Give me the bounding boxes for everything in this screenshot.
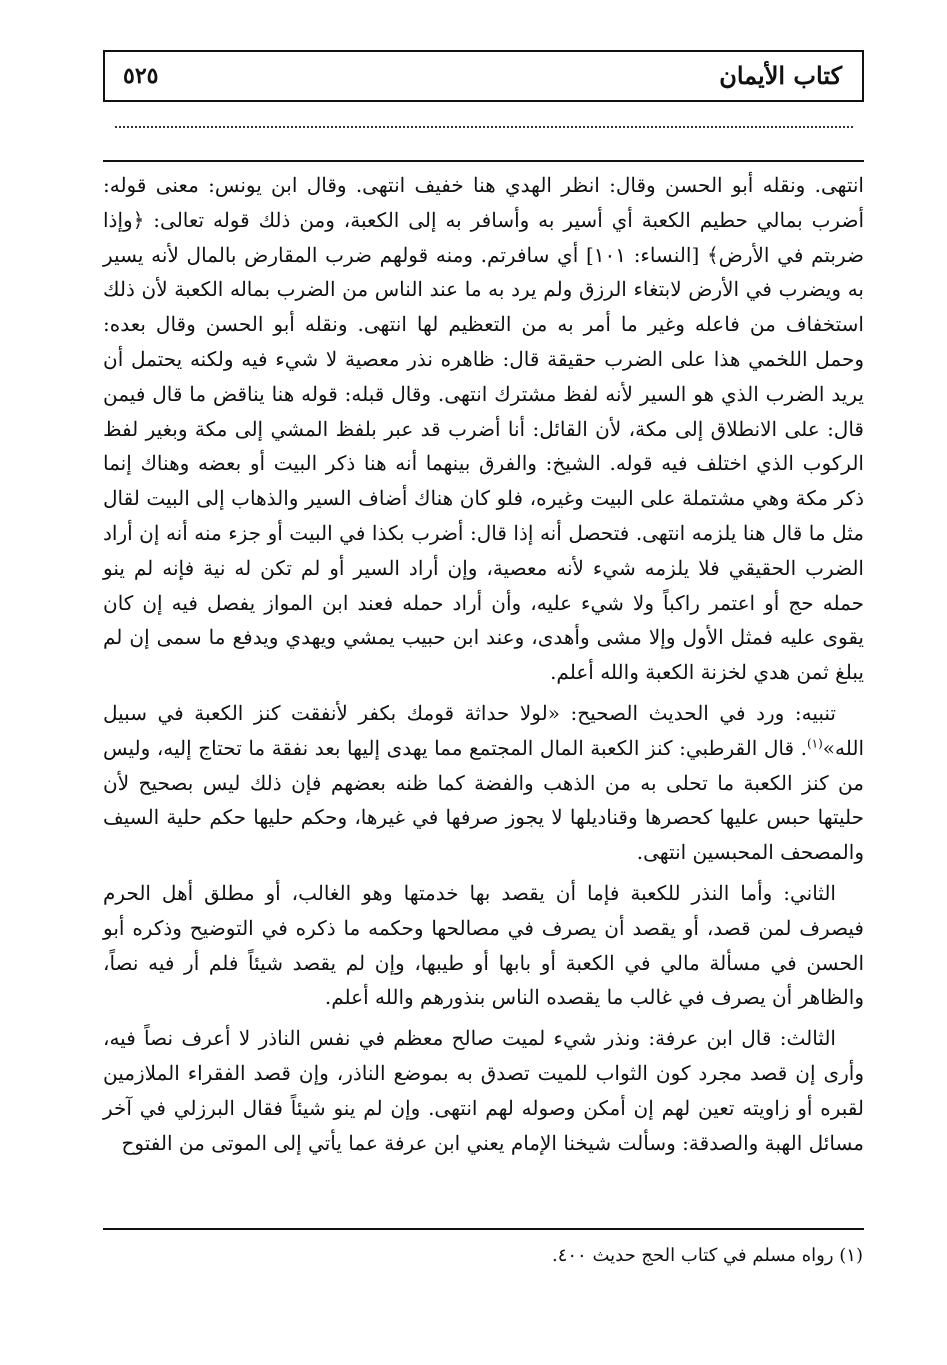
footnotes — [102, 1240, 863, 1272]
footnote-item — [102, 1240, 863, 1272]
tanbih-paragraph — [103, 696, 864, 870]
dotted-separator — [115, 126, 853, 128]
tanbih-text-start: تنبيه: ورد في الحديث الصحيح: «لولا حداثة قومك بكفر لأنفقت كنز الكعبة في سبيل الله» — [103, 700, 864, 760]
second-point-paragraph: الثاني: وأما النذر للكعبة فإما أن يقصد بها خدمتها وهو الغالب، أو مطلق أهل الحرم فيصرف لمن قصد، أو يقصد أن يصرف في مصالحها وحكمه ما ذكره في التوضيح وذكره أبو الحسن في مسألة مالي في الكعبة أو بابها أو طيبها، وإن لم يقصد شيئاً فلم أر فيه نصاً، والظاهر أن يصرف في غالب ما يقصده الناس بنذورهم والله أعلم. — [103, 880, 864, 1010]
page-header-box — [103, 50, 864, 102]
body-paragraph-1: انتهى. ونقله أبو الحسن وقال: انظر الهدي هنا خفيف انتهى. وقال ابن يونس: معنى قوله: أضرب بمالي حطيم الكعبة أي أسير به وأسافر به إلى الكعبة، ومن ذلك قوله تعالى: ﴿وإذا ضربتم في الأرض﴾ [النساء: ١٠١] أي سافرتم. ومنه قولهم ضرب المقارض بالمال لأنه يسير به ويضرب في الأرض لابتغاء الرزق ولم يرد به ما عند الناس من الضرب بماله الكعبة لأن ذلك استخفاف من فاعله وغير ما أمر به من التعظيم لها انتهى. ونقله أبو الحسن وقال بعده: وحمل اللخمي هذا على الضرب حقيقة قال: ظاهره نذر معصية لا شيء فيه ولكنه يحتمل أن يريد الضرب الذي هو السير لأنه لفظ مشترك انتهى. وقال قبله: قوله هنا يناقض ما قال فيمن قال: على الانطلاق إلى مكة، لأن القائل: أنا أضرب قد عبر بلفظ المشي إلى مكة وبغير لفظ الركوب الذي اختلف فيه قوله. الشيخ: والفرق بينهما أنه هنا ذكر البيت أو بعضه وهناك إنما ذكر مكة وهي مشتملة على البيت وغيره، فلو كان هناك أضاف السير والذهاب إلى البيت لقال مثل ما قال هنا يلزمه انتهى. فتحصل أنه إذا قال: أضرب بكذا في البيت أو جزء منه أنه إن أراد الضرب الحقيقي فلا يلزمه شيء لأنه معصية، وإن أراد السير أو لم تكن له نية فإنه لم ينو حمله حج أو اعتمر راكباً ولا شيء عليه، وأن أراد حمله فعند ابن المواز يفصل فيه إن كان يقوى عليه فمثل الأول وإلا مشى وأهدى، وعند ابن حبيب يمشي ويهدي ويدفع ما سمى إن لم يبلغ ثمن هدي لخزنة الكعبة والله أعلم. — [103, 173, 865, 685]
footnote-marker: (١) — [839, 1245, 863, 1266]
footnote-rule — [103, 1228, 864, 1230]
footnote-text: رواه مسلم في كتاب الحج حديث ٤٠٠. — [551, 1245, 834, 1266]
third-point-paragraph: الثالث: قال ابن عرفة: ونذر شيء لميت صالح معظم في نفس الناذر لا أعرف نصاً فيه، وأرى إن قصد مجرد كون الثواب للميت تصدق به بموضع الناذر، وإن قصد الفقراء الملازمين لقبره أو زاويته تعين لهم إن أمكن وصوله لهم انتهى. وإن لم ينو شيئاً فقال البرزلي في آخر مسائل الهبة والصدقة: وسألت شيخنا الإمام يعني ابن عرفة عما يأتي إلى الموتى من الفتوح — [103, 1026, 864, 1155]
main-text-body — [103, 168, 864, 1166]
running-title: كتاب الأيمان — [719, 61, 842, 90]
page-number: ٥٢٥ — [123, 63, 159, 89]
footnote-reference[interactable]: (١) — [806, 736, 823, 751]
header-rule — [103, 160, 864, 162]
tanbih-text-end: . قال القرطبي: كنز الكعبة المال المجتمع مما يهدى إليها بعد نفقة ما تحتاج إليه، وليس من كنز الكعبة ما تحلى به من الذهب والفضة كما ظنه بعضهم فإن ذلك ليس بصحيح لأن حليتها حبس عليها كحصرها وقناديلها لا يجوز صرفها في غيرها، وحكم حليها حكم حلية السيف والمصحف المحبسين انتهى. — [103, 735, 864, 865]
